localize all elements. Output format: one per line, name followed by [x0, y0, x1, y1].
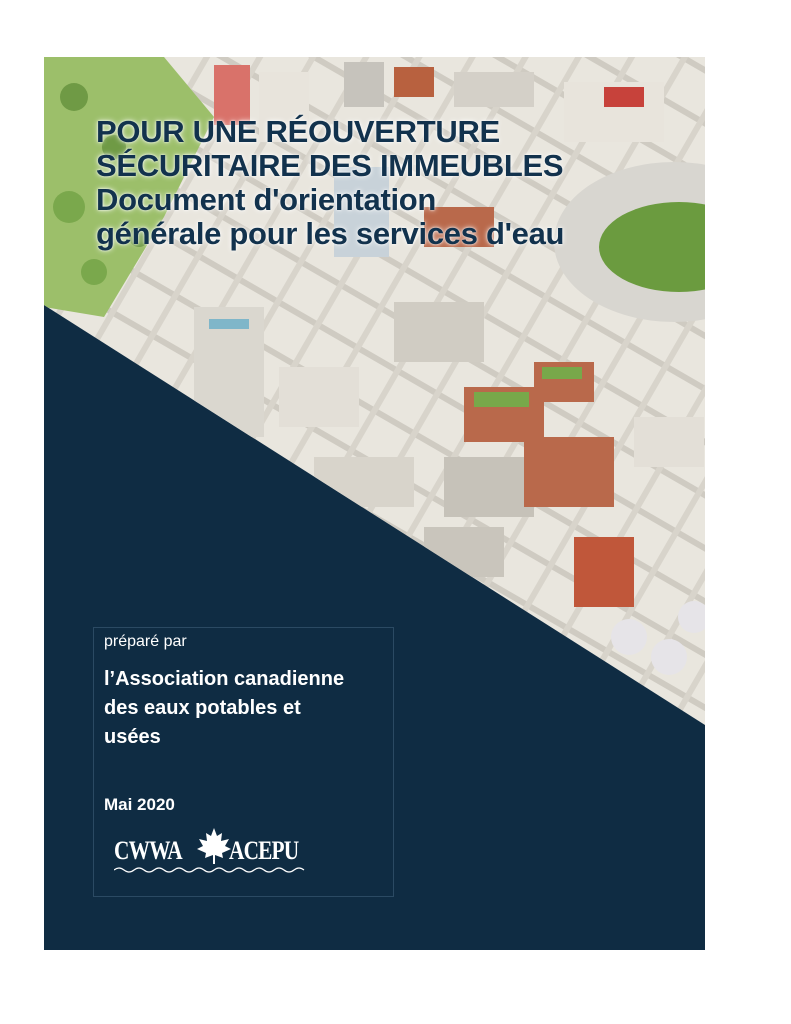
title-line-2: SÉCURITAIRE DES IMMEUBLES	[96, 148, 564, 183]
logo-text-right: ACEPU	[229, 836, 299, 865]
logo-text-left: CWWA	[114, 836, 182, 865]
publication-date: Mai 2020	[104, 795, 175, 814]
title-line-1: POUR UNE RÉOUVERTURE	[96, 114, 500, 149]
cwwa-acepu-logo	[114, 826, 314, 878]
organization-name	[104, 665, 399, 752]
organization-line-1: l’Association canadienne	[104, 668, 345, 690]
maple-leaf-icon	[194, 826, 234, 866]
prepared-by-label: préparé par	[104, 633, 187, 650]
author-info-box	[93, 627, 394, 897]
wave-underline	[114, 866, 309, 874]
title-line-4: générale pour les services d'eau	[96, 216, 565, 251]
organization-line-3: usées	[104, 726, 161, 748]
organization-line-2: des eaux potables et	[104, 697, 301, 719]
title-line-3: Document d'orientation	[96, 182, 437, 217]
cover-page	[44, 57, 705, 950]
document-title	[96, 115, 696, 251]
